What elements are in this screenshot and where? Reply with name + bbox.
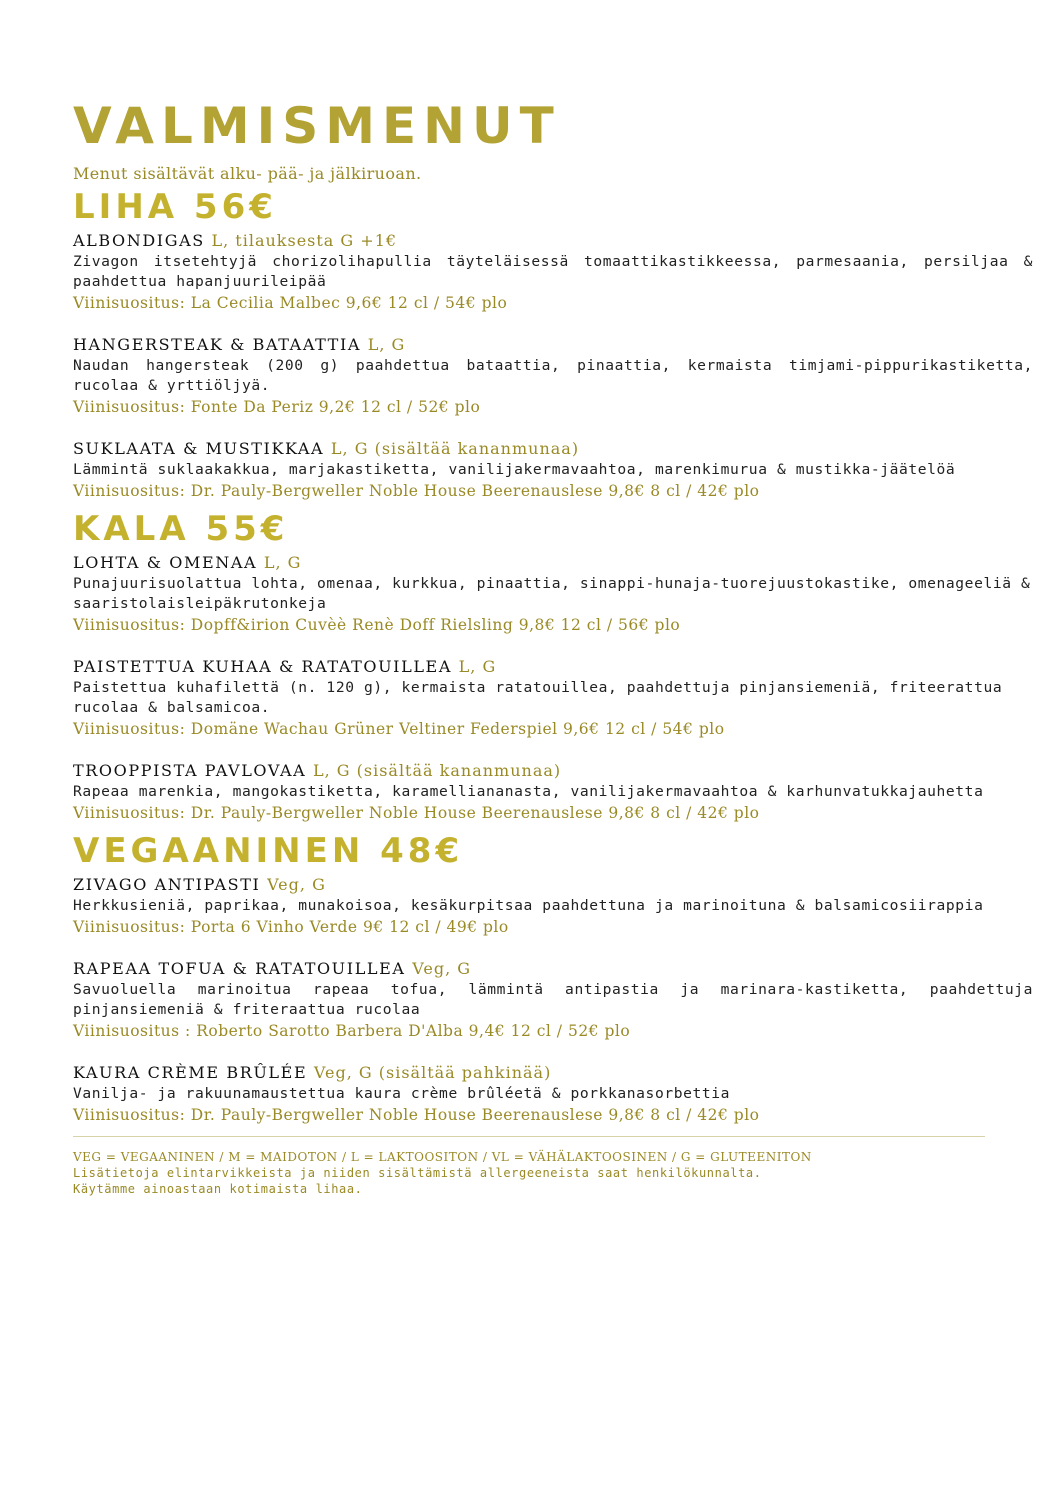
footer-divider	[73, 1136, 985, 1137]
item-title	[73, 552, 1033, 574]
item-description: Herkkusieniä, paprikaa, munakoisoa, kesäkurpitsaa paahdettuna ja marinoituna & balsamicosiirappia	[73, 897, 984, 914]
item-name: PAISTETTUA KUHAA & RATATOUILLEA	[73, 657, 452, 676]
menu-item	[73, 874, 1033, 938]
item-description: Vanilja- ja rakuunamaustettua kaura crème brûléetä & porkkanasorbettia	[73, 1085, 731, 1102]
item-description: Punajuurisuolattua lohta, omenaa, kurkkua, pinaattia, sinappi-hunaja-tuorejuustokastike, omenageeliä & saaristolaisleipäkrutonkeja	[73, 575, 1031, 612]
item-description: Savuoluella marinoitua rapeaa tofua, lämmintä antipastia ja marinara-kastiketta, paahdettuja pinjansiemeniä & friteraattua rucolaa	[73, 981, 1033, 1018]
section-vegaaninen	[73, 830, 1033, 1126]
menu-item	[73, 958, 1033, 1042]
item-name: HANGERSTEAK & BATAATTIA	[73, 335, 362, 354]
wine-suggestion: Viinisuositus: Domäne Wachau Grüner Veltiner Federspiel 9,6€ 12 cl / 54€ plo	[73, 720, 725, 738]
item-name: SUKLAATA & MUSTIKKAA	[73, 439, 325, 458]
wine-suggestion: Viinisuositus: Porta 6 Vinho Verde 9€ 12 cl / 49€ plo	[73, 918, 509, 936]
section-title: VEGAANINEN 48€	[73, 831, 464, 871]
section-liha	[73, 186, 1033, 502]
wine-suggestion: Viinisuositus: Fonte Da Periz 9,2€ 12 cl / 52€ plo	[73, 398, 481, 416]
menu-item	[73, 334, 1033, 418]
item-description: Naudan hangersteak (200 g) paahdettua bataattia, pinaattia, kermaista timjami-pippurikastiketta, rucolaa & yrttiöljyä.	[73, 357, 1033, 394]
meat-origin-note: Käytämme ainoastaan kotimaista lihaa.	[73, 1182, 363, 1196]
item-description: Zivagon itsetehtyjä chorizolihapullia täyteläisessä tomaattikastikkeessa, parmesaania, persiljaa & paahdettua hapanjuurileipää	[73, 253, 1033, 290]
item-title	[73, 1062, 1033, 1084]
item-tags: L, G	[367, 335, 406, 354]
item-tags: L, G (sisältää kananmunaa)	[330, 439, 580, 458]
item-title	[73, 438, 1033, 460]
item-title	[73, 656, 1033, 678]
item-tags: L, tilauksesta G +1€	[211, 231, 398, 250]
wine-suggestion: Viinisuositus: Dopff&irion Cuvèè Renè Doff Rielsling 9,8€ 12 cl / 56€ plo	[73, 616, 681, 634]
menu-item	[73, 656, 1033, 740]
wine-suggestion: Viinisuositus: Dr. Pauly-Bergweller Noble House Beerenauslese 9,8€ 8 cl / 42€ plo	[73, 482, 760, 500]
item-tags: Veg, G	[267, 875, 326, 894]
allergen-note: Lisätietoja elintarvikkeista ja niiden sisältämistä allergeeneista saat henkilökunnalta.	[73, 1166, 762, 1180]
item-name: LOHTA & OMENAA	[73, 553, 258, 572]
menu-item	[73, 760, 1033, 824]
item-title	[73, 958, 1033, 980]
item-name: ALBONDIGAS	[73, 231, 205, 250]
section-title: LIHA 56€	[73, 187, 277, 227]
allergen-legend: VEG = VEGAANINEN / M = MAIDOTON / L = LAKTOOSITON / VL = VÄHÄLAKTOOSINEN / G = GLUTEENITON	[73, 1150, 812, 1164]
item-name: ZIVAGO ANTIPASTI	[73, 875, 261, 894]
item-description: Rapeaa marenkia, mangokastiketta, karamelliananasta, vanilijakermavaahtoa & karhunvatukkajauhetta	[73, 783, 984, 800]
item-title	[73, 760, 1033, 782]
item-tags: L, G	[263, 553, 302, 572]
menu-item	[73, 230, 1033, 314]
wine-suggestion: Viinisuositus : Roberto Sarotto Barbera D'Alba 9,4€ 12 cl / 52€ plo	[73, 1022, 631, 1040]
item-name: RAPEAA TOFUA & RATATOUILLEA	[73, 959, 406, 978]
item-name: KAURA CRÈME BRÛLÉE	[73, 1063, 308, 1082]
page-title: VALMISMENUT	[73, 97, 561, 155]
item-description: Paistettua kuhafilettä (n. 120 g), kermaista ratatouillea, paahdettuja pinjansiemeniä, friteerattua rucolaa & balsamicoa.	[73, 679, 1003, 716]
menu-intro: Menut sisältävät alku- pää- ja jälkiruoan.	[73, 164, 422, 183]
footer	[73, 1149, 1033, 1197]
item-tags: Veg, G (sisältää pahkinää)	[313, 1063, 552, 1082]
menu-item	[73, 1062, 1033, 1126]
wine-suggestion: Viinisuositus: La Cecilia Malbec 9,6€ 12 cl / 54€ plo	[73, 294, 508, 312]
wine-suggestion: Viinisuositus: Dr. Pauly-Bergweller Noble House Beerenauslese 9,8€ 8 cl / 42€ plo	[73, 804, 760, 822]
item-tags: L, G	[458, 657, 497, 676]
section-kala	[73, 508, 1033, 824]
item-title	[73, 334, 1033, 356]
wine-suggestion: Viinisuositus: Dr. Pauly-Bergweller Noble House Beerenauslese 9,8€ 8 cl / 42€ plo	[73, 1106, 760, 1124]
item-tags: Veg, G	[412, 959, 472, 978]
item-tags: L, G (sisältää kananmunaa)	[312, 761, 562, 780]
item-title	[73, 874, 1033, 896]
menu-item	[73, 552, 1033, 636]
item-description: Lämmintä suklaakakkua, marjakastiketta, vanilijakermavaahtoa, marenkimurua & mustikka-jäätelöä	[73, 461, 956, 478]
section-title: KALA 55€	[73, 509, 289, 549]
menu-page	[73, 96, 1033, 1197]
menu-item	[73, 438, 1033, 502]
item-name: TROOPPISTA PAVLOVAA	[73, 761, 307, 780]
item-title	[73, 230, 1033, 252]
